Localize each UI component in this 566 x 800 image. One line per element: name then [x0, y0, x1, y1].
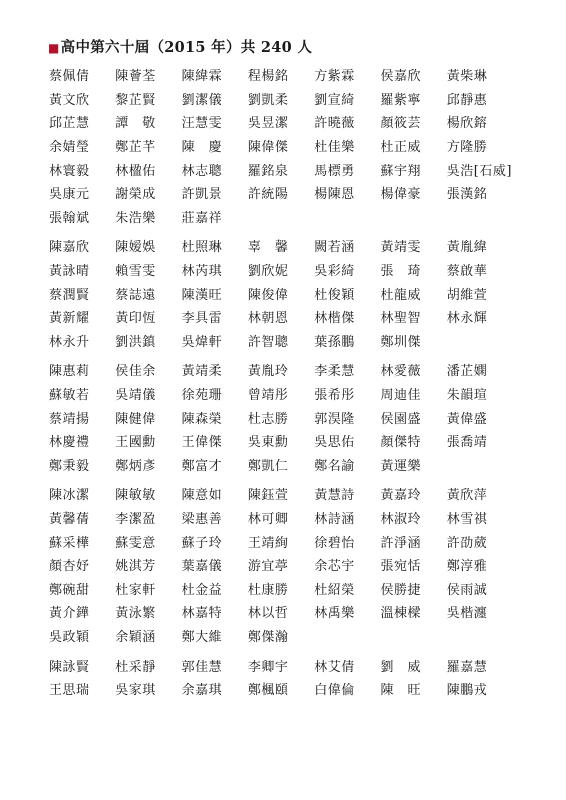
student-name: 劉宣綺	[314, 92, 355, 108]
name-row	[49, 110, 513, 134]
student-name: 黃運樂	[380, 458, 421, 474]
student-name: 楊偉豪	[380, 187, 421, 203]
student-name: 黃靖雯	[380, 240, 421, 256]
name-row	[49, 134, 513, 158]
student-name: 蘇采樺	[49, 535, 90, 551]
student-name: 羅紫寧	[380, 92, 421, 108]
student-name: 顏傑特	[380, 435, 421, 451]
student-name: 吳思佑	[314, 435, 355, 451]
student-name: 陳森榮	[181, 411, 223, 427]
student-name: 吳靖儀	[115, 388, 156, 404]
student-name: 黃柴琳	[446, 69, 488, 85]
student-name: 馬標勇	[314, 163, 355, 179]
student-name: 林可卿	[247, 511, 289, 527]
student-name: 杜紹榮	[314, 582, 355, 598]
student-name: 吳彩綺	[314, 264, 355, 280]
student-name: 侯嘉欣	[380, 69, 421, 85]
student-name: 黃詠晴	[49, 264, 90, 280]
student-name: 侯佳余	[115, 364, 156, 380]
student-name: 張喬靖	[446, 435, 488, 451]
student-name: 黃印恆	[115, 311, 156, 327]
student-name: 溫棟樑	[380, 606, 421, 622]
student-name: 方隆勝	[446, 140, 488, 156]
student-name: 汪慧雯	[181, 116, 223, 132]
name-row	[49, 453, 513, 477]
student-name: 陳意如	[181, 488, 223, 504]
student-name: 朱浩樂	[115, 210, 156, 226]
student-name: 蔡誌遠	[115, 287, 156, 303]
student-name: 黃胤玲	[247, 364, 289, 380]
student-name: 蔡靖揚	[49, 411, 90, 427]
name-row	[49, 358, 513, 382]
student-name: 方紫霖	[314, 69, 355, 85]
student-name: 杜佳樂	[314, 140, 355, 156]
student-name: 杜俊穎	[314, 287, 355, 303]
student-name: 黃胤緯	[446, 240, 488, 256]
student-name: 蔡啟華	[446, 264, 488, 280]
title-text: 高中第六十屆（2015 年）共 240 人	[60, 39, 313, 56]
student-name: 黃偉盛	[446, 411, 488, 427]
student-name: 黃新耀	[49, 311, 90, 327]
student-name: 林艾倩	[314, 659, 355, 675]
student-name: 程楊銘	[247, 69, 289, 85]
student-name: 張漢銘	[446, 187, 488, 203]
student-name: 張 琦	[380, 264, 421, 280]
student-name: 謝榮成	[115, 187, 156, 203]
student-name: 潘芷嫻	[446, 364, 488, 380]
student-name: 白偉倫	[314, 683, 355, 699]
student-name: 游宜葶	[247, 559, 289, 575]
name-row	[49, 329, 513, 353]
student-name: 鄭秉毅	[49, 458, 90, 474]
student-name: 杜康勝	[247, 582, 289, 598]
student-name: 黃馨蒨	[49, 511, 90, 527]
student-name: 陳嫒娛	[115, 240, 156, 256]
student-name: 許統陽	[247, 187, 289, 203]
student-name: 蔡潤賢	[49, 287, 90, 303]
student-name: 鄭凱仁	[247, 458, 289, 474]
student-name: 李具雷	[181, 311, 223, 327]
name-row	[49, 87, 513, 111]
student-name: 許淨涵	[380, 535, 421, 551]
student-name: 許曉薇	[314, 116, 355, 132]
student-name: 賴雪雯	[115, 264, 156, 280]
student-name: 侯園盛	[380, 411, 421, 427]
name-row	[49, 624, 513, 648]
student-name: 陳詠賢	[49, 659, 90, 675]
student-name: 吳家琪	[115, 683, 156, 699]
student-name: 顏筱芸	[380, 116, 421, 132]
name-row	[49, 600, 513, 624]
student-name: 梁惠善	[181, 511, 223, 527]
student-name: 杜龍威	[380, 287, 421, 303]
student-name: 鄭富才	[181, 458, 223, 474]
student-name: 陳健偉	[115, 411, 156, 427]
student-name: 葉嘉儀	[181, 559, 223, 575]
student-name: 林朝恩	[247, 311, 289, 327]
student-name: 余芯宇	[314, 559, 355, 575]
student-name: 王國勳	[115, 435, 156, 451]
name-row	[49, 234, 513, 258]
student-name: 羅銘泉	[247, 163, 289, 179]
name-row	[49, 506, 513, 530]
student-name: 林愛薇	[380, 364, 421, 380]
student-name: 鄭楓頤	[247, 683, 289, 699]
student-name: 蘇敏若	[49, 388, 90, 404]
student-name: 楊陳恩	[314, 187, 355, 203]
student-name: 顏杏妤	[49, 559, 90, 575]
student-name: 邱靜惠	[446, 92, 488, 108]
student-name: 吳煒軒	[181, 334, 223, 350]
student-name: 林以哲	[247, 606, 289, 622]
student-name: 張希彤	[314, 388, 355, 404]
student-name: 王偉傑	[181, 435, 223, 451]
student-name: 許凱景	[181, 187, 223, 203]
student-name: 莊嘉祥	[181, 210, 223, 226]
student-name: 劉欣妮	[247, 264, 289, 280]
student-name: 李潔盈	[115, 511, 156, 527]
student-name: 黎芷賢	[115, 92, 156, 108]
student-name: 杜照琳	[181, 240, 223, 256]
student-name: 吳昱潔	[247, 116, 289, 132]
student-name: 郭淏隆	[314, 411, 355, 427]
student-name: 蔡佩倩	[49, 69, 90, 85]
student-name: 郭佳慧	[181, 659, 223, 675]
student-name: 劉凱柔	[247, 92, 289, 108]
student-name: 李卿宇	[247, 659, 289, 675]
title-bullet: ■	[48, 41, 60, 55]
student-name: 陳惠莉	[49, 364, 90, 380]
student-name: 吳楷瀍	[446, 606, 488, 622]
student-name: 黃文欣	[49, 92, 90, 108]
student-name: 張宛恬	[380, 559, 421, 575]
name-row	[49, 677, 513, 701]
name-row	[49, 576, 513, 600]
student-name: 羅嘉慧	[446, 659, 488, 675]
student-name: 楊欣鎔	[446, 116, 488, 132]
student-name: 吳政穎	[49, 629, 90, 645]
name-row	[49, 63, 513, 87]
student-name: 黃泳繁	[115, 606, 156, 622]
name-row	[49, 205, 513, 229]
student-name: 許劭葳	[446, 535, 488, 551]
name-row	[49, 382, 513, 406]
student-name: 鄭芷芊	[115, 140, 156, 156]
student-name: 劉潔儀	[181, 92, 223, 108]
student-name: 許智聰	[247, 334, 289, 350]
student-name: 陳偉傑	[247, 140, 289, 156]
student-name: 林嘉特	[181, 606, 223, 622]
name-row	[49, 157, 513, 181]
student-name: 胡維萱	[446, 287, 488, 303]
name-row	[49, 529, 513, 553]
student-name: 黃欣萍	[446, 488, 488, 504]
class-title	[48, 36, 312, 57]
student-name: 鄭圳傑	[380, 334, 421, 350]
student-name: 鄭傑瀚	[247, 629, 289, 645]
student-name: 陳鵬戎	[446, 683, 488, 699]
name-row	[49, 281, 513, 305]
student-name: 杜正威	[380, 140, 421, 156]
student-name: 黃介鏵	[49, 606, 90, 622]
student-name: 劉 威	[380, 659, 421, 675]
student-name: 陳 旺	[380, 683, 421, 699]
student-name: 王靖絢	[247, 535, 289, 551]
student-name: 侯勝捷	[380, 582, 421, 598]
name-row	[49, 653, 513, 677]
student-name: 張翰斌	[49, 210, 90, 226]
name-row	[49, 482, 513, 506]
student-name: 杜采靜	[115, 659, 156, 675]
student-name: 杜金益	[181, 582, 223, 598]
student-name: 陳漢旺	[181, 287, 223, 303]
student-name: 吳東勳	[247, 435, 289, 451]
student-name: 朱韻瑄	[446, 388, 488, 404]
student-name: 余嘉琪	[181, 683, 223, 699]
student-name: 林楹佑	[115, 163, 156, 179]
name-row	[49, 429, 513, 453]
student-name: 吳浩[石威]	[446, 163, 512, 179]
student-name: 侯雨誠	[446, 582, 488, 598]
student-name: 吳康元	[49, 187, 90, 203]
student-name: 姚淇芳	[115, 559, 156, 575]
student-name: 林禹樂	[314, 606, 355, 622]
student-name: 黃慧詩	[314, 488, 355, 504]
student-name: 徐苑珊	[181, 388, 223, 404]
student-name: 闕若涵	[314, 240, 355, 256]
student-name: 徐碧怡	[314, 535, 355, 551]
student-name: 曾靖彤	[247, 388, 289, 404]
student-name: 陳 慶	[181, 140, 223, 156]
student-name: 周迪佳	[380, 388, 421, 404]
name-row	[49, 181, 513, 205]
student-name: 杜家軒	[115, 582, 156, 598]
name-list	[49, 63, 513, 700]
student-name: 黃嘉玲	[380, 488, 421, 504]
student-name: 余穎涵	[115, 629, 156, 645]
student-name: 陳薈荃	[115, 69, 156, 85]
student-name: 林淑玲	[380, 511, 421, 527]
student-name: 鄭大維	[181, 629, 223, 645]
student-name: 陳冰潔	[49, 488, 90, 504]
student-name: 鄭碗甜	[49, 582, 90, 598]
name-row	[49, 405, 513, 429]
student-name: 邱芷慧	[49, 116, 90, 132]
student-name: 陳緯霖	[181, 69, 223, 85]
student-name: 譚 敬	[115, 116, 156, 132]
student-name: 余婧瑩	[49, 140, 90, 156]
student-name: 陳俊偉	[247, 287, 289, 303]
student-name: 林聖智	[380, 311, 421, 327]
student-name: 林雪祺	[446, 511, 488, 527]
student-name: 林楷傑	[314, 311, 355, 327]
student-name: 林芮琪	[181, 264, 223, 280]
name-row	[49, 305, 513, 329]
student-name: 葉孫鵬	[314, 334, 355, 350]
student-name: 陳嘉欣	[49, 240, 90, 256]
student-name: 王思瑞	[49, 683, 90, 699]
student-name: 陳敏敏	[115, 488, 156, 504]
student-name: 鄭炳彥	[115, 458, 156, 474]
student-name: 林慶禮	[49, 435, 90, 451]
name-row	[49, 553, 513, 577]
student-name: 蘇雯意	[115, 535, 156, 551]
student-name: 林志聰	[181, 163, 223, 179]
name-row	[49, 258, 513, 282]
student-name: 鄭淳雅	[446, 559, 488, 575]
student-name: 蘇子玲	[181, 535, 223, 551]
student-name: 黃靖柔	[181, 364, 223, 380]
student-name: 林寰毅	[49, 163, 90, 179]
student-name: 辜 馨	[247, 240, 289, 256]
student-name: 蘇宇翔	[380, 163, 421, 179]
student-name: 杜志勝	[247, 411, 289, 427]
student-name: 林永升	[49, 334, 90, 350]
student-name: 李柔慧	[314, 364, 355, 380]
student-name: 陳鈺萱	[247, 488, 289, 504]
student-name: 林永輝	[446, 311, 488, 327]
student-name: 鄭名諭	[314, 458, 355, 474]
student-name: 劉洪鎮	[115, 334, 156, 350]
student-name: 林詩涵	[314, 511, 355, 527]
